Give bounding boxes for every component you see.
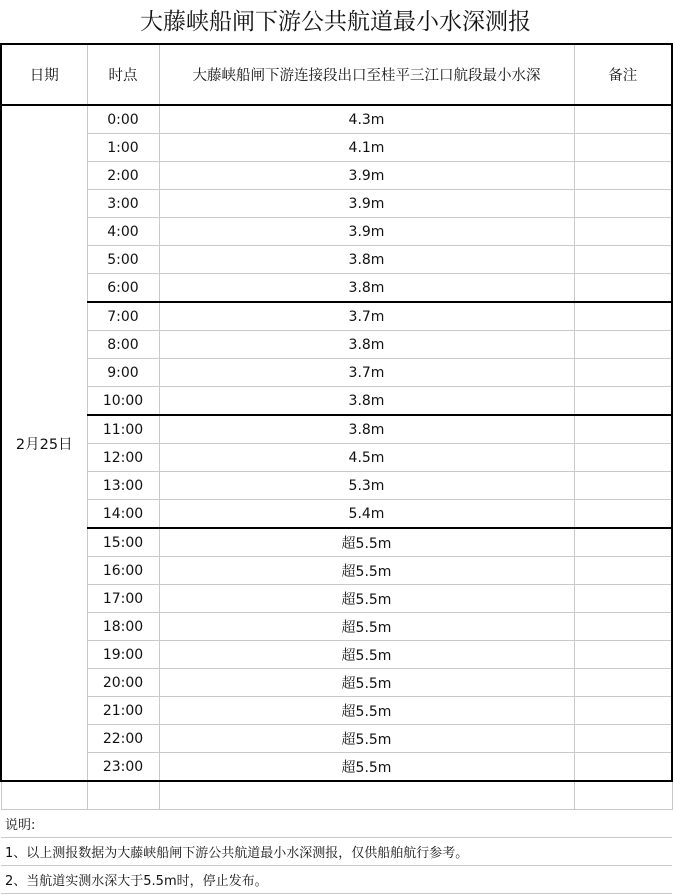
- date-cell: 2月25日: [1, 105, 87, 781]
- remark-cell: [574, 359, 672, 387]
- remark-cell: [574, 190, 672, 218]
- remark-cell: [574, 105, 672, 134]
- table-row: [1, 585, 672, 613]
- remark-cell: [574, 162, 672, 190]
- depth-cell: 5.4m: [159, 500, 574, 529]
- table-row: [1, 697, 672, 725]
- water-depth-table: [0, 43, 673, 894]
- depth-cell: 超5.5m: [159, 697, 574, 725]
- remark-cell: [574, 528, 672, 557]
- time-cell: 19:00: [87, 641, 159, 669]
- table-row: [1, 387, 672, 416]
- time-cell: 6:00: [87, 274, 159, 303]
- remark-cell: [574, 134, 672, 162]
- time-cell: 23:00: [87, 753, 159, 782]
- remark-cell: [574, 669, 672, 697]
- table-row: [1, 472, 672, 500]
- depth-cell: 超5.5m: [159, 613, 574, 641]
- note-row: [1, 866, 672, 894]
- empty-cell: [574, 781, 672, 810]
- depth-cell: 5.3m: [159, 472, 574, 500]
- page-title: 大藤峡船闸下游公共航道最小水深测报: [140, 9, 531, 35]
- time-cell: 13:00: [87, 472, 159, 500]
- depth-cell: 3.7m: [159, 359, 574, 387]
- note-row: [1, 810, 672, 838]
- time-cell: 15:00: [87, 528, 159, 557]
- notes-label: 说明:: [1, 810, 672, 838]
- depth-cell: 3.8m: [159, 331, 574, 359]
- remark-cell: [574, 387, 672, 416]
- depth-cell: 超5.5m: [159, 725, 574, 753]
- time-cell: 21:00: [87, 697, 159, 725]
- remark-cell: [574, 274, 672, 303]
- table-row: [1, 331, 672, 359]
- header-depth: 大藤峡船闸下游连接段出口至桂平三江口航段最小水深: [159, 44, 574, 105]
- remark-cell: [574, 472, 672, 500]
- time-cell: 9:00: [87, 359, 159, 387]
- table-row: [1, 753, 672, 782]
- table-row: [1, 613, 672, 641]
- depth-cell: 4.1m: [159, 134, 574, 162]
- depth-cell: 3.8m: [159, 415, 574, 444]
- note-item: 1、以上测报数据为大藤峡船闸下游公共航道最小水深测报，仅供船舶航行参考。: [1, 838, 672, 866]
- remark-cell: [574, 725, 672, 753]
- time-cell: 5:00: [87, 246, 159, 274]
- time-cell: 22:00: [87, 725, 159, 753]
- time-cell: 17:00: [87, 585, 159, 613]
- remark-cell: [574, 753, 672, 782]
- depth-cell: 超5.5m: [159, 528, 574, 557]
- time-cell: 10:00: [87, 387, 159, 416]
- depth-cell: 超5.5m: [159, 753, 574, 782]
- time-cell: 11:00: [87, 415, 159, 444]
- remark-cell: [574, 500, 672, 529]
- header-date: 日期: [1, 44, 87, 105]
- remark-cell: [574, 697, 672, 725]
- remark-cell: [574, 415, 672, 444]
- header-row: [1, 44, 672, 105]
- time-cell: 1:00: [87, 134, 159, 162]
- table-row: [1, 725, 672, 753]
- table-row: [1, 105, 672, 134]
- depth-cell: 3.9m: [159, 190, 574, 218]
- depth-cell: 3.8m: [159, 246, 574, 274]
- table-row: [1, 444, 672, 472]
- depth-cell: 4.3m: [159, 105, 574, 134]
- depth-cell: 超5.5m: [159, 557, 574, 585]
- header-time: 时点: [87, 44, 159, 105]
- time-cell: 7:00: [87, 302, 159, 331]
- remark-cell: [574, 246, 672, 274]
- time-cell: 20:00: [87, 669, 159, 697]
- table-row: [1, 669, 672, 697]
- time-cell: 16:00: [87, 557, 159, 585]
- remark-cell: [574, 331, 672, 359]
- table-row: [1, 162, 672, 190]
- table-row: [1, 190, 672, 218]
- empty-cell: [1, 781, 87, 810]
- table-row: [1, 246, 672, 274]
- empty-cell: [87, 781, 159, 810]
- table-row: [1, 218, 672, 246]
- table-row: [1, 274, 672, 303]
- depth-cell: 3.7m: [159, 302, 574, 331]
- remark-cell: [574, 557, 672, 585]
- table-row: [1, 500, 672, 529]
- header-remark: 备注: [574, 44, 672, 105]
- table-row: [1, 302, 672, 331]
- time-cell: 3:00: [87, 190, 159, 218]
- spacer-row: [1, 781, 672, 810]
- remark-cell: [574, 641, 672, 669]
- remark-cell: [574, 302, 672, 331]
- time-cell: 4:00: [87, 218, 159, 246]
- table-row: [1, 134, 672, 162]
- depth-cell: 3.9m: [159, 218, 574, 246]
- time-cell: 8:00: [87, 331, 159, 359]
- time-cell: 0:00: [87, 105, 159, 134]
- depth-cell: 4.5m: [159, 444, 574, 472]
- time-cell: 18:00: [87, 613, 159, 641]
- note-row: [1, 838, 672, 866]
- depth-cell: 3.8m: [159, 387, 574, 416]
- remark-cell: [574, 444, 672, 472]
- note-item: 2、当航道实测水深大于5.5m时，停止发布。: [1, 866, 672, 894]
- remark-cell: [574, 613, 672, 641]
- empty-cell: [159, 781, 574, 810]
- table-row: [1, 359, 672, 387]
- table-row: [1, 641, 672, 669]
- table-row: [1, 415, 672, 444]
- remark-cell: [574, 218, 672, 246]
- depth-cell: 超5.5m: [159, 669, 574, 697]
- time-cell: 2:00: [87, 162, 159, 190]
- depth-cell: 超5.5m: [159, 641, 574, 669]
- time-cell: 12:00: [87, 444, 159, 472]
- table-row: [1, 528, 672, 557]
- table-row: [1, 557, 672, 585]
- time-cell: 14:00: [87, 500, 159, 529]
- depth-cell: 超5.5m: [159, 585, 574, 613]
- depth-cell: 3.9m: [159, 162, 574, 190]
- depth-cell: 3.8m: [159, 274, 574, 303]
- remark-cell: [574, 585, 672, 613]
